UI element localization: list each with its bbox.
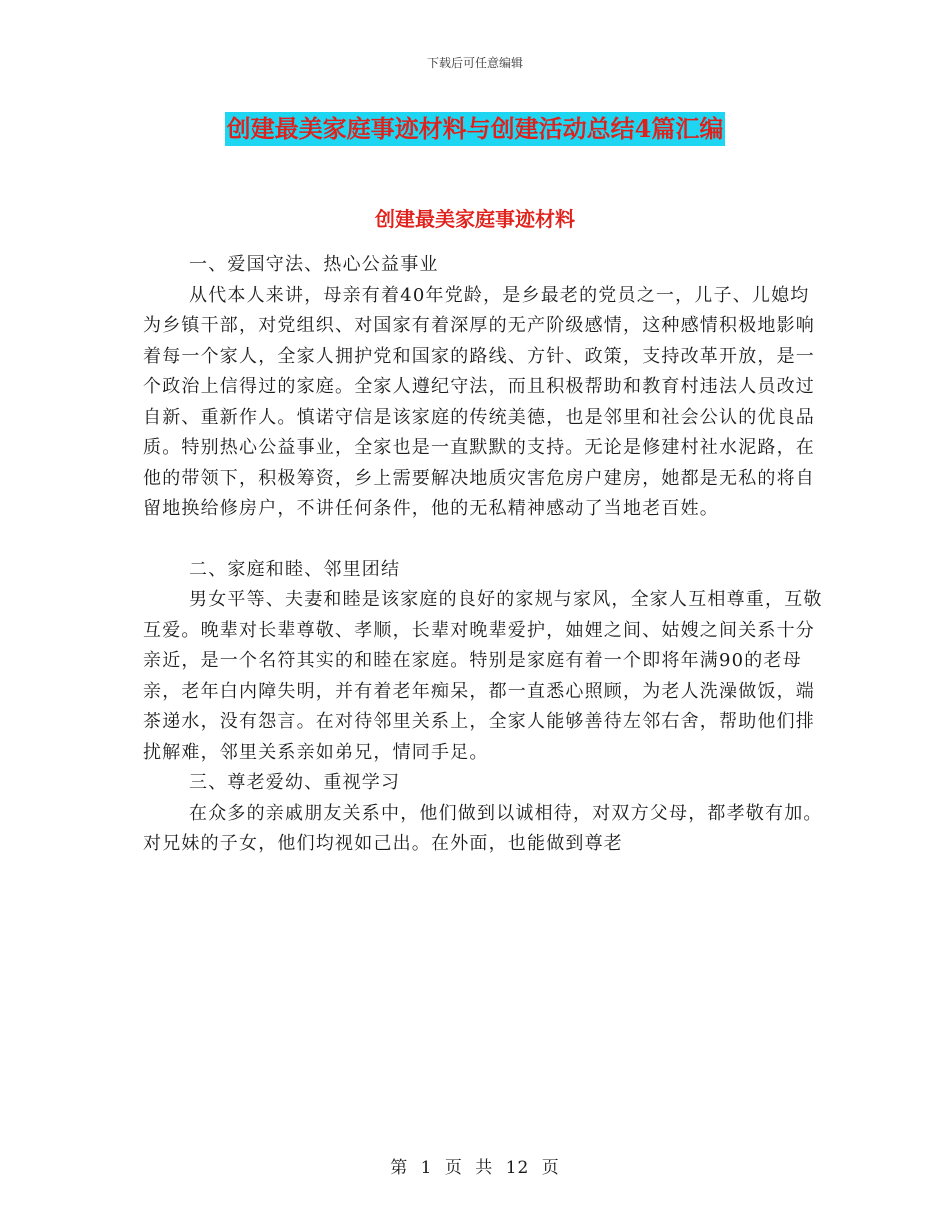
paragraph-2: 男女平等、夫妻和睦是该家庭的良好的家规与家风，全家人互相尊重，互敬互爱。晚辈对长辈尊敬、孝顺，长辈对晚辈爱护，妯娌之间、姑嫂之间关系十分亲近，是一个名符其实的和睦在家庭。特别是家庭有着一个即将年满90的老母亲，老年白内障失明，并有着老年痴呆，都一直悉心照顾，为老人洗澡做饭，端茶递水，没有怨言。在对待邻里关系上，全家人能够善待左邻右舍，帮助他们排扰解难，邻里关系亲如弟兄，情同手足。 — [143, 589, 823, 763]
paragraph-1: 从代本人来讲，母亲有着40年党龄，是乡最老的党员之一，儿子、儿媳均为乡镇干部，对党组织、对国家有着深厚的无产阶级感情，这种感情积极地影响着每一个家人，全家人拥护党和国家的路线、方针、政策，支持改革开放，是一个政治上信得过的家庭。全家人遵纪守法，而且积极帮助和教育村违法人员改过自新、重新作人。慎诺守信是该家庭的传统美德，也是邻里和社会公认的优良品质。特别热心公益事业，全家也是一直默默的支持。无论是修建村社水泥路，在他的带领下，积极筹资，乡上需要解决地质灾害危房户建房，她都是无私的将自留地换给修房户，不讲任何条件，他的无私精神感动了当地老百姓。 — [143, 284, 815, 519]
section-heading-2: 二、家庭和睦、邻里团结 — [189, 558, 401, 580]
footer-total-pages: 12 — [505, 1158, 530, 1178]
section-heading-3: 三、尊老爱幼、重视学习 — [189, 772, 401, 793]
footer-page-prefix: 第 — [390, 1158, 409, 1178]
paragraph-3: 在众多的亲戚朋友关系中，他们做到以诚相待，对双方父母，都孝敬有加。对兄妹的子女，他们均视如己出。在外面，也能做到尊老 — [143, 802, 823, 854]
footer-page-number: 1 — [420, 1158, 433, 1178]
header-note: 下载后可任意编辑 — [426, 56, 523, 70]
main-title: 创建最美家庭事迹材料与创建活动总结4篇汇编 — [225, 112, 726, 146]
section-title: 创建最美家庭事迹材料 — [375, 207, 575, 231]
main-title-container — [0, 112, 950, 146]
page-footer — [0, 1153, 950, 1178]
footer-total-prefix: 共 — [475, 1158, 494, 1178]
section-heading-1: 一、爱国守法、热心公益事业 — [189, 254, 439, 275]
footer-page-mid: 页 — [444, 1158, 463, 1178]
footer-total-suffix: 页 — [541, 1158, 560, 1178]
paragraph-gap — [143, 525, 823, 555]
document-body — [143, 250, 823, 860]
